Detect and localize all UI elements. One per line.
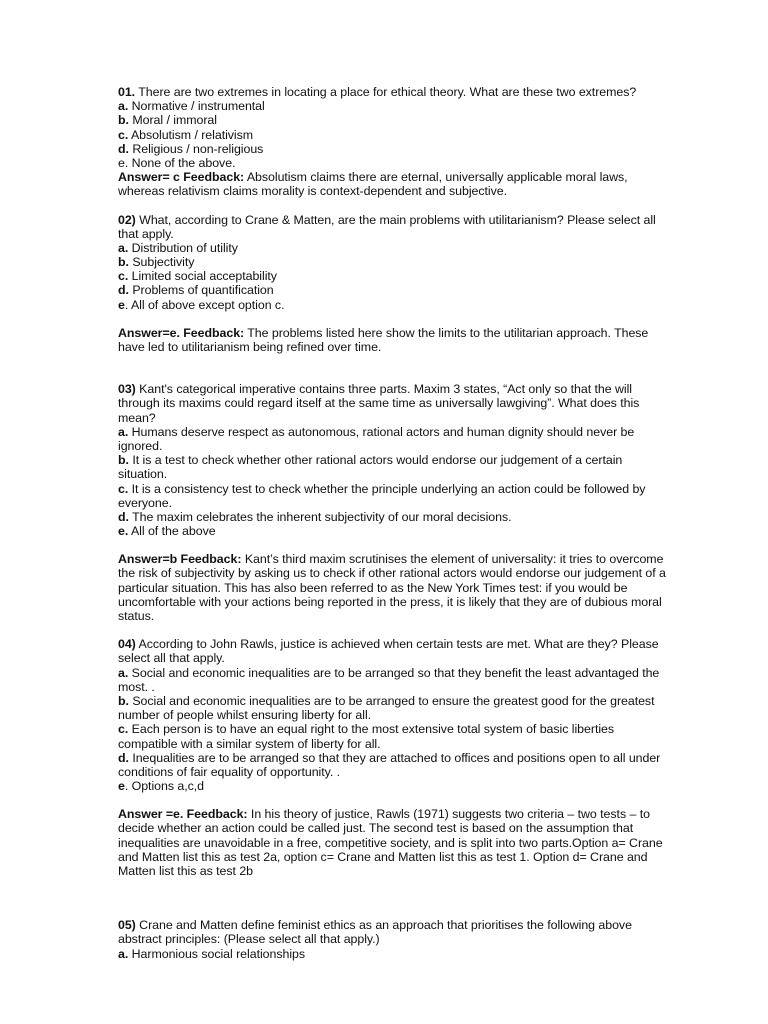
question-5-option-a: a. Harmonious social relationships: [118, 946, 306, 961]
question-3-option-b: b. It is a test to check whether other rational actors would endorse our judgement of a certain: [118, 453, 623, 468]
question-4-answer-cont-1: decide whether an action could be called just. The second test is based on the assumption that: [118, 821, 634, 836]
question-2-option-e: e. All of above except option c.: [118, 297, 285, 312]
question-4-stem: 04) According to John Rawls, justice is achieved when certain tests are met. What are they? Please: [118, 637, 659, 652]
question-1-option-e: e. None of the above.: [118, 155, 236, 170]
question-1-option-a: a. Normative / instrumental: [118, 99, 265, 114]
question-2-answer-cont: have led to utilitarianism being refined over time.: [118, 340, 382, 354]
question-3: [118, 382, 666, 623]
question-3-answer: Answer=b Feedback: Kant’s third maxim scrutinises the element of universality: it tries to overcome: [118, 552, 664, 567]
question-3-option-a-cont: ignored.: [118, 438, 163, 453]
document-page: [118, 85, 666, 961]
question-4-option-a: a. Social and economic inequalities are to be arranged so that they benefit the least advantaged the: [118, 665, 660, 680]
question-3-answer-cont-1: the risk of subjectivity by asking us to check if other rational actors would endorse our judgement of a: [118, 566, 666, 581]
question-3-answer-cont-3: uncomfortable with your actions being reported in the press, it is likely that they are of dubious moral: [118, 594, 662, 609]
question-4: [118, 637, 663, 878]
question-4-stem-cont: select all that apply.: [118, 651, 225, 666]
question-2-option-a: a. Distribution of utility: [118, 240, 238, 255]
question-3-stem-cont-1: through its maxims could regard itself at the same time as universally lawgiving”. What does this: [118, 396, 640, 411]
question-4-option-b: b. Social and economic inequalities are to be arranged to ensure the greatest good for the greatest: [118, 693, 655, 708]
question-4-answer: Answer =e. Feedback: In his theory of justice, Rawls (1971) suggests two criteria – two tests – to: [118, 807, 650, 822]
question-3-stem: 03) Kant's categorical imperative contains three parts. Maxim 3 states, “Act only so that the will: [118, 382, 632, 397]
question-2-answer: Answer=e. Feedback: The problems listed here show the limits to the utilitarian approach. These: [118, 325, 649, 340]
question-4-option-d-cont: conditions of fair equality of opportunity. .: [118, 764, 341, 779]
question-1-stem: 01. There are two extremes in locating a place for ethical theory. What are these two extremes?: [118, 85, 637, 99]
question-2-option-d: d. Problems of quantification: [118, 283, 274, 298]
question-4-option-a-cont: most. .: [118, 679, 155, 694]
question-5-stem: 05) Crane and Matten define feminist ethics as an approach that prioritises the following above: [118, 918, 632, 933]
question-4-answer-cont-4: Matten list this as test 2b: [118, 864, 254, 878]
question-3-stem-cont-2: mean?: [118, 410, 156, 425]
question-4-option-c-cont: compatible with a similar system of liberty for all.: [118, 736, 381, 751]
question-2-stem-cont: that apply.: [118, 226, 174, 241]
question-4-option-b-cont: number of people whilst ensuring liberty for all.: [118, 708, 372, 723]
question-2-option-c: c. Limited social acceptability: [118, 269, 277, 284]
question-4-option-c: c. Each person is to have an equal right to the most extensive total system of basic liberties: [118, 722, 615, 737]
question-2-option-b: b. Subjectivity: [118, 255, 195, 270]
question-3-answer-cont-2: particular situation. This has also been referred to as the New York Times test: if you would be: [118, 580, 628, 595]
question-2: [118, 213, 658, 355]
question-1-answer: Answer= c Feedback: Absolutism claims there are eternal, universally applicable moral laws,: [118, 170, 628, 185]
question-4-answer-cont-3: and Matten list this as test 2a, option c= Crane and Matten list this as test 1. Option d= Crane and: [118, 849, 648, 864]
question-5: [118, 918, 658, 961]
question-4-answer-cont-2: inequalities are unavoidable in a free, competitive society, and is split into two parts.Option a= Crane: [118, 835, 663, 850]
question-1-option-d: d. Religious / non-religious: [118, 141, 264, 156]
question-4-option-e: e. Options a,c,d: [118, 779, 204, 794]
question-3-option-a: a. Humans deserve respect as autonomous, rational actors and human dignity should never be: [118, 424, 635, 439]
question-3-option-d: d. The maxim celebrates the inherent subjectivity of our moral decisions.: [118, 509, 512, 524]
question-4-option-d: d. Inequalities are to be arranged so that they are attached to offices and positions open to all under: [118, 750, 661, 765]
question-3-option-b-cont: situation.: [118, 467, 168, 482]
question-1-answer-cont: whereas relativism claims morality is context-dependent and subjective.: [118, 184, 507, 199]
question-3-option-e: e. All of the above: [118, 524, 216, 539]
question-2-stem: 02) What, according to Crane & Matten, are the main problems with utilitarianism? Please select all: [118, 212, 656, 227]
question-1: [118, 85, 658, 199]
question-3-option-c-cont: everyone.: [118, 495, 172, 510]
question-1-option-b: b. Moral / immoral: [118, 113, 217, 128]
question-1-option-c: c. Absolutism / relativism: [118, 127, 254, 142]
question-3-answer-cont-4: status.: [118, 609, 155, 623]
question-3-option-c: c. It is a consistency test to check whether the principle underlying an action could be followed by: [118, 481, 646, 496]
question-5-stem-cont: abstract principles: (Please select all that apply.): [118, 932, 380, 947]
